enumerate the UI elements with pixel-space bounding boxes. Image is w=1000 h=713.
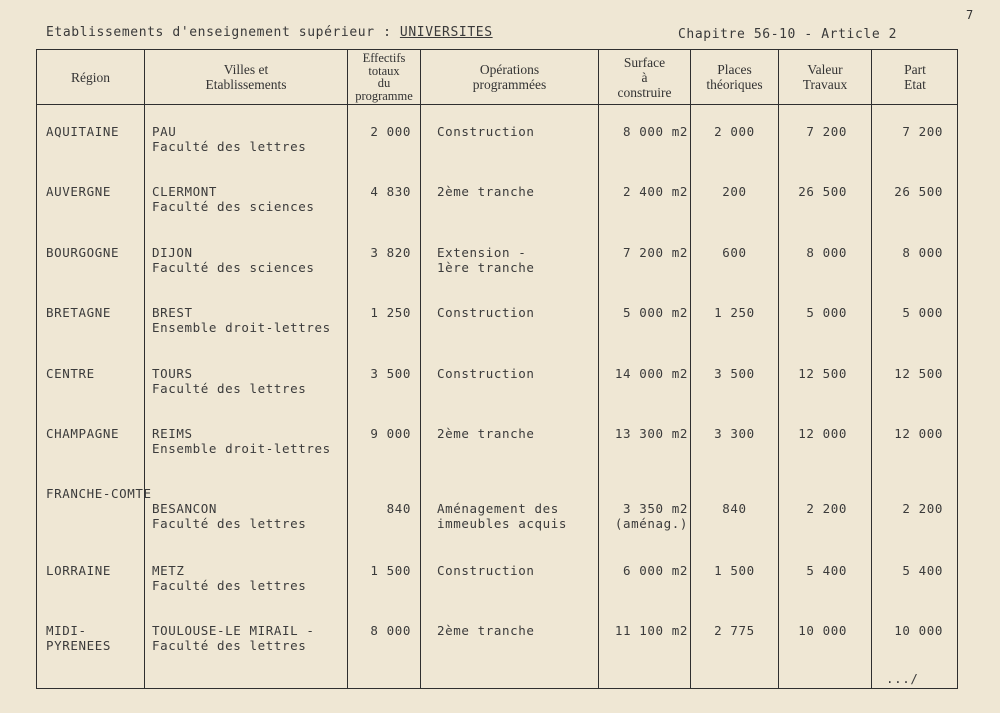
cell-effectifs: 3 820: [370, 245, 411, 260]
cell-region: AUVERGNE: [46, 184, 112, 199]
cell-etablissement: Ensemble droit-lettres: [152, 320, 331, 335]
cell-region: AQUITAINE: [46, 124, 120, 139]
cell-places: 2 000: [714, 124, 755, 139]
column-header-part-etat: Part Etat: [904, 62, 926, 92]
page-number: 7: [966, 8, 974, 22]
cell-valeur: 12 000: [798, 426, 847, 441]
column-header-operations: Opérations programmées: [472, 62, 547, 92]
column-header-effectifs: Effectifs totaux du programme: [355, 51, 413, 103]
cell-places: 840: [722, 501, 747, 516]
cell-region: BOURGOGNE: [46, 245, 120, 260]
cell-places: 1 250: [714, 305, 755, 320]
cell-etablissement: Faculté des lettres: [152, 516, 307, 531]
heading-universites: UNIVERSITES: [399, 25, 493, 40]
cell-effectifs: 9 000: [370, 426, 411, 441]
cell-surface: 3 350 m2 (aménag.): [614, 501, 688, 531]
column-divider: [420, 49, 421, 689]
cell-surface: 7 200 m2: [622, 245, 688, 260]
cell-effectifs: 3 500: [370, 366, 411, 381]
cell-part-etat: 7 200: [902, 124, 943, 139]
cell-region: FRANCHE-COMTE: [46, 486, 152, 501]
column-divider: [347, 49, 348, 689]
cell-valeur: 26 500: [798, 184, 847, 199]
cell-region: CENTRE: [46, 366, 95, 381]
cell-region: BRETAGNE: [46, 305, 112, 320]
cell-places: 3 300: [714, 426, 755, 441]
cell-etablissement: Faculté des lettres: [152, 578, 307, 593]
cell-valeur: 10 000: [798, 623, 847, 638]
cell-operation: 2ème tranche: [437, 426, 535, 441]
cell-operation: Construction: [437, 124, 535, 139]
cell-part-etat: 5 400: [902, 563, 943, 578]
header-rule: [36, 104, 958, 105]
cell-operation: 2ème tranche: [437, 623, 535, 638]
cell-ville: BESANCON: [152, 501, 218, 516]
cell-region: MIDI- PYRENEES: [46, 623, 112, 653]
cell-ville: BREST: [152, 305, 193, 320]
cell-etablissement: Faculté des lettres: [152, 139, 307, 154]
cell-operation: Aménagement des immeubles acquis: [437, 501, 568, 531]
cell-effectifs: 840: [386, 501, 411, 516]
cell-valeur: 8 000: [806, 245, 847, 260]
column-header-places: Places théoriques: [706, 62, 763, 92]
cell-places: 1 500: [714, 563, 755, 578]
cell-etablissement: Ensemble droit-lettres: [152, 441, 331, 456]
cell-surface: 8 000 m2: [622, 124, 688, 139]
cell-part-etat: 5 000: [902, 305, 943, 320]
cell-effectifs: 4 830: [370, 184, 411, 199]
cell-operation: Extension - 1ère tranche: [437, 245, 535, 275]
cell-surface: 11 100 m2: [614, 623, 688, 638]
cell-operation: Construction: [437, 366, 535, 381]
cell-surface: 6 000 m2: [622, 563, 688, 578]
chapter-reference: Chapitre 56-10 - Article 2: [678, 27, 898, 42]
column-header-valeur: Valeur Travaux: [802, 62, 848, 92]
cell-surface: 5 000 m2: [622, 305, 688, 320]
cell-surface: 13 300 m2: [614, 426, 688, 441]
cell-operation: Construction: [437, 305, 535, 320]
cell-effectifs: 2 000: [370, 124, 411, 139]
column-header-surface: Surface à construire: [617, 54, 672, 100]
cell-etablissement: Faculté des lettres: [152, 638, 307, 653]
cell-ville: CLERMONT: [152, 184, 218, 199]
cell-part-etat: 12 500: [894, 366, 943, 381]
cell-surface: 14 000 m2: [614, 366, 688, 381]
cell-etablissement: Faculté des sciences: [152, 260, 315, 275]
heading-prefix: Etablissements d'enseignement supérieur :: [46, 25, 400, 40]
cell-ville: PAU: [152, 124, 177, 139]
cell-operation: 2ème tranche: [437, 184, 535, 199]
cell-places: 2 775: [714, 623, 755, 638]
cell-places: 3 500: [714, 366, 755, 381]
cell-valeur: 7 200: [806, 124, 847, 139]
cell-part-etat: 8 000: [902, 245, 943, 260]
column-divider: [144, 49, 145, 689]
cell-valeur: 5 000: [806, 305, 847, 320]
cell-places: 600: [722, 245, 747, 260]
cell-valeur: 12 500: [798, 366, 847, 381]
column-header-villes: Villes et Etablissements: [205, 62, 287, 92]
cell-etablissement: Faculté des lettres: [152, 381, 307, 396]
cell-region: LORRAINE: [46, 563, 112, 578]
cell-part-etat: 26 500: [894, 184, 943, 199]
continuation-mark: .../: [886, 671, 919, 686]
column-header-region: Région: [71, 69, 110, 85]
cell-operation: Construction: [437, 563, 535, 578]
cell-effectifs: 1 250: [370, 305, 411, 320]
cell-ville: METZ: [152, 563, 185, 578]
cell-effectifs: 1 500: [370, 563, 411, 578]
cell-part-etat: 10 000: [894, 623, 943, 638]
cell-part-etat: 2 200: [902, 501, 943, 516]
cell-valeur: 2 200: [806, 501, 847, 516]
cell-places: 200: [722, 184, 747, 199]
document-heading: [46, 25, 493, 40]
cell-valeur: 5 400: [806, 563, 847, 578]
cell-ville: TOULOUSE-LE MIRAIL -: [152, 623, 315, 638]
cell-etablissement: Faculté des sciences: [152, 199, 315, 214]
cell-ville: TOURS: [152, 366, 193, 381]
cell-region: CHAMPAGNE: [46, 426, 120, 441]
cell-effectifs: 8 000: [370, 623, 411, 638]
cell-surface: 2 400 m2: [622, 184, 688, 199]
cell-part-etat: 12 000: [894, 426, 943, 441]
cell-ville: REIMS: [152, 426, 193, 441]
cell-ville: DIJON: [152, 245, 193, 260]
